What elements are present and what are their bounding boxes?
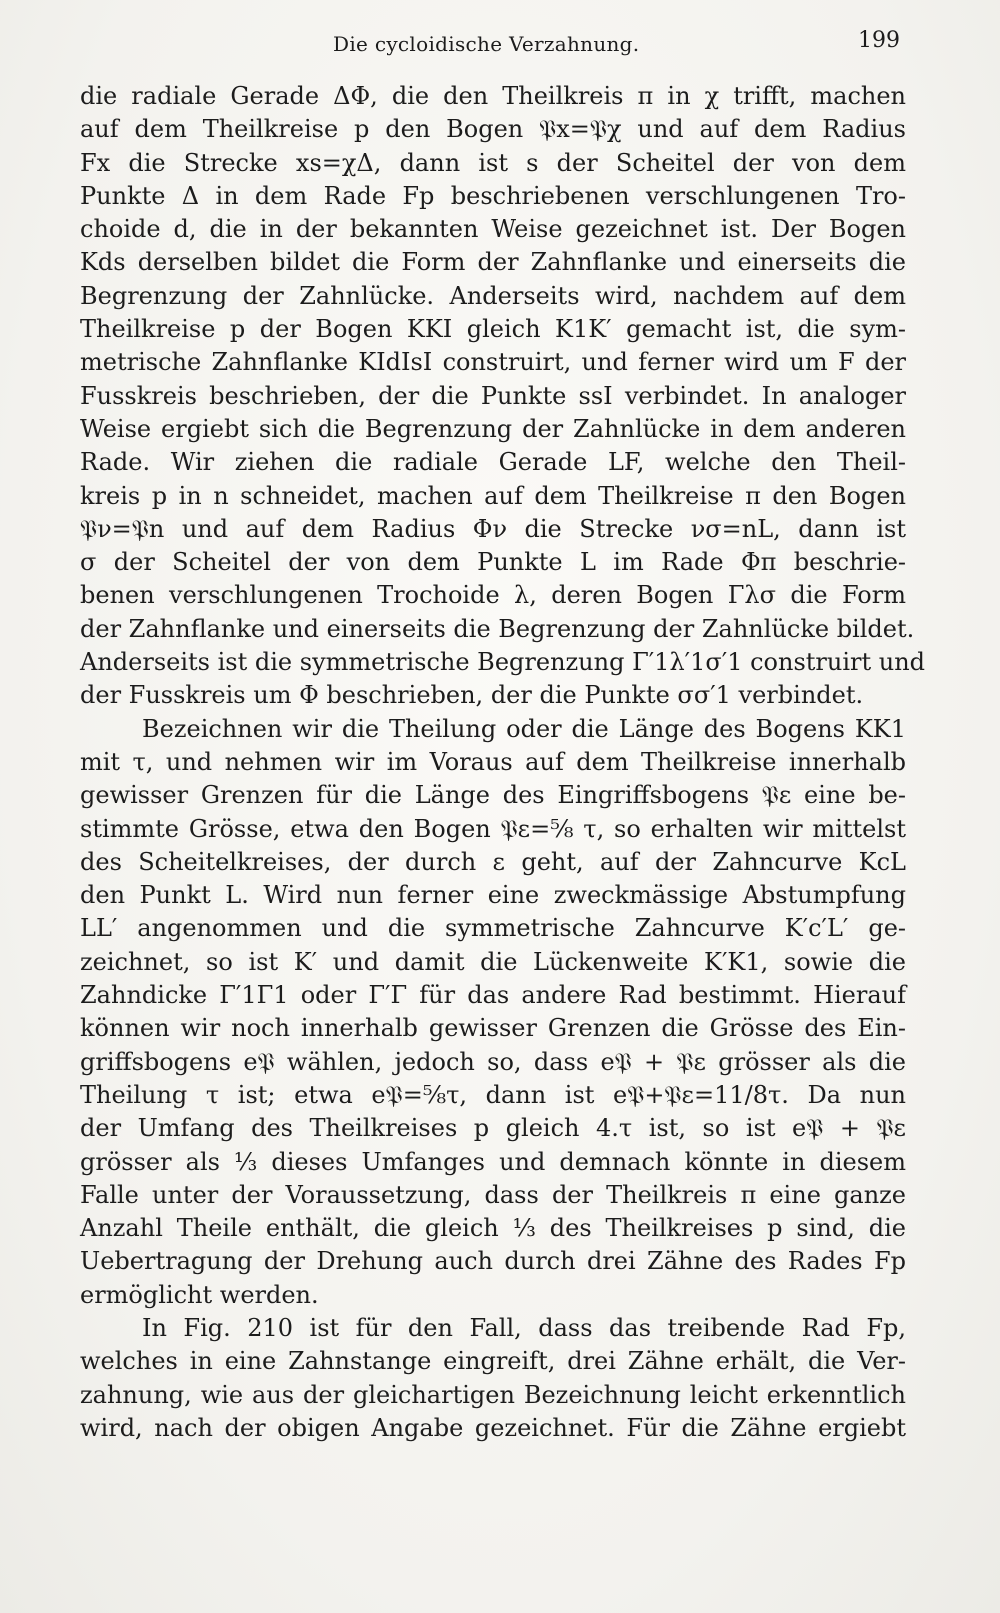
text-line: Uebertragung der Drehung auch durch drei Zähne des Rades Fp	[80, 1247, 906, 1276]
text-line: Zahndicke Γ′1Γ1 oder Γ′Γ für das andere Rad bestimmt. Hierauf	[80, 981, 906, 1010]
text-line: LL′ angenommen und die symmetrische Zahncurve K′c′L′ ge-	[80, 914, 906, 943]
text-line: stimmte Grösse, etwa den Bogen 𝔓ε=⅝ τ, so erhalten wir mittelst	[80, 814, 906, 843]
text-line: Fx die Strecke xs=χΔ, dann ist s der Scheitel der von dem	[80, 148, 906, 177]
text-line: griffsbogens e𝔓 wählen, jedoch so, dass e𝔓 + 𝔓ε grösser als die	[80, 1047, 906, 1076]
text-line: den Punkt L. Wird nun ferner eine zweckmässige Abstumpfung	[80, 881, 906, 910]
text-line: Kds derselben bildet die Form der Zahnflanke und einerseits die	[80, 248, 906, 277]
text-line: der Zahnflanke und einerseits die Begrenzung der Zahnlücke bildet.	[80, 614, 915, 643]
running-title: Die cycloidische Verzahnung.	[333, 32, 640, 56]
text-line: Theilung τ ist; etwa e𝔓=⅝τ, dann ist e𝔓+𝔓ε=11/8τ. Da nun	[80, 1080, 906, 1109]
text-line: choide d, die in der bekannten Weise gezeichnet ist. Der Bogen	[80, 215, 906, 244]
text-line: Theilkreise p der Bogen KKI gleich K1K′ gemacht ist, die sym-	[80, 315, 906, 344]
text-line: Bezeichnen wir die Theilung oder die Länge des Bogens KK1	[142, 714, 906, 743]
text-line: grösser als ⅓ dieses Umfanges und demnach könnte in diesem	[80, 1147, 906, 1176]
text-line: In Fig. 210 ist für den Fall, dass das treibende Rad Fp,	[142, 1313, 906, 1342]
text-line: Weise ergiebt sich die Begrenzung der Zahnlücke in dem anderen	[80, 414, 906, 443]
text-line: gewisser Grenzen für die Länge des Eingriffsbogens 𝔓ε eine be-	[80, 781, 906, 810]
page-number: 199	[858, 28, 900, 53]
text-line: 𝔓ν=𝔓n und auf dem Radius Φν die Strecke νσ=nL, dann ist	[80, 514, 906, 543]
text-line: kreis p in n schneidet, machen auf dem Theilkreise π den Bogen	[80, 481, 906, 510]
text-line: des Scheitelkreises, der durch ε geht, auf der Zahncurve KcL	[80, 847, 906, 876]
text-line: benen verschlungenen Trochoide λ, deren Bogen Γλσ die Form	[80, 581, 906, 610]
text-line: Anderseits ist die symmetrische Begrenzung Γ′1λ′1σ′1 construirt und	[80, 648, 926, 677]
text-line: Anzahl Theile enthält, die gleich ⅓ des Theilkreises p sind, die	[80, 1214, 906, 1243]
text-line: Begrenzung der Zahnlücke. Anderseits wird, nachdem auf dem	[80, 281, 906, 310]
text-line: zeichnet, so ist K′ und damit die Lückenweite K′K1, sowie die	[80, 947, 906, 976]
text-line: können wir noch innerhalb gewisser Grenzen die Grösse des Ein-	[80, 1014, 906, 1043]
text-line: Punkte Δ in dem Rade Fp beschriebenen verschlungenen Tro-	[80, 181, 906, 210]
text-line: Falle unter der Voraussetzung, dass der Theilkreis π eine ganze	[80, 1180, 906, 1209]
text-line: der Umfang des Theilkreises p gleich 4.τ ist, so ist e𝔓 + 𝔓ε	[80, 1114, 906, 1143]
text-line: die radiale Gerade ΔΦ, die den Theilkreis π in χ trifft, machen	[80, 82, 906, 110]
text-line: σ der Scheitel der von dem Punkte L im Rade Φπ beschrie-	[80, 548, 906, 577]
text-line: ermöglicht werden.	[80, 1280, 319, 1309]
text-line: metrische Zahnflanke KIdIsI construirt, und ferner wird um F der	[80, 348, 906, 377]
text-line: auf dem Theilkreise p den Bogen 𝔓x=𝔓χ und auf dem Radius	[80, 115, 906, 144]
text-line: der Fusskreis um Φ beschrieben, der die Punkte σσ′1 verbindet.	[80, 681, 864, 710]
text-line: Rade. Wir ziehen die radiale Gerade LF, welche den Theil-	[80, 448, 906, 477]
body-text	[80, 80, 926, 1445]
text-line: zahnung, wie aus der gleichartigen Bezeichnung leicht erkenntlich	[80, 1380, 906, 1409]
text-line: mit τ, und nehmen wir im Voraus auf dem Theilkreise innerhalb	[80, 747, 906, 776]
text-line: Fusskreis beschrieben, der die Punkte ssI verbindet. In analoger	[80, 381, 906, 410]
text-line: wird, nach der obigen Angabe gezeichnet. Für die Zähne ergiebt	[80, 1413, 906, 1442]
text-line: welches in eine Zahnstange eingreift, drei Zähne erhält, die Ver-	[80, 1347, 906, 1376]
page-header	[80, 26, 906, 62]
